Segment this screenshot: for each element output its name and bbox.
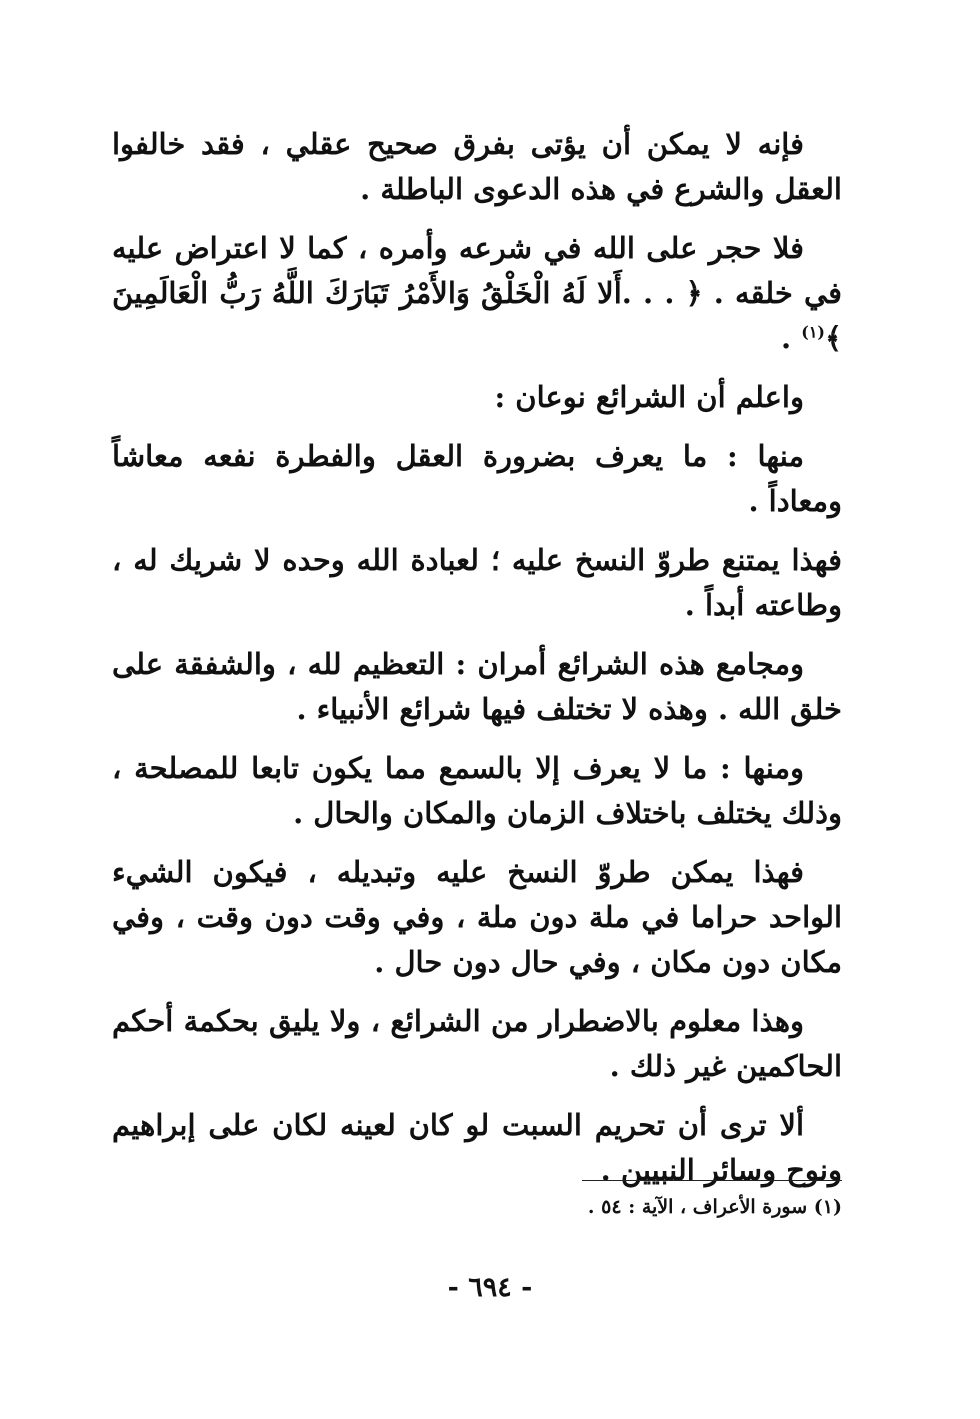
page-number: - ٦٩٤ -	[447, 1272, 533, 1303]
quote-end: .	[781, 321, 802, 355]
paragraph-7: ومنها : ما لا يعرف إلا بالسمع مما يكون تابعا للمصلحة ، وذلك يختلف باختلاف الزمان والمكان والحال .	[112, 751, 842, 830]
paragraph-10: ألا ترى أن تحريم السبت لو كان لعينه لكان على إبراهيم ونوح وسائر النبيين .	[112, 1108, 842, 1187]
paragraph-2	[112, 226, 842, 361]
footnote: (١) سورة الأعراف ، الآية : ٥٤ .	[587, 1196, 842, 1218]
footnote-divider	[582, 1180, 842, 1181]
paragraph-8: فهذا يمكن طروّ النسخ عليه وتبديله ، فيكون الشيء الواحد حراما في ملة دون ملة ، وفي وقت دون وقت ، وفي مكان دون مكان ، وفي حال دون حال .	[112, 855, 842, 979]
body-text	[112, 122, 842, 1207]
paragraph-2-text: فلا حجر على الله في شرعه وأمره ، كما لا اعتراض عليه في خلقه .	[112, 231, 842, 310]
paragraph-1: فإنه لا يمكن أن يؤتى بفرق صحيح عقلي ، فقد خالفوا العقل والشرع في هذه الدعوى الباطلة .	[112, 127, 842, 206]
paragraph-6: ومجامع هذه الشرائع أمران : التعظيم لله ، والشفقة على خلق الله . وهذه لا تختلف فيها شرائع الأنبياء .	[112, 647, 842, 726]
paragraph-9: وهذا معلوم بالاضطرار من الشرائع ، ولا يليق بحكمة أحكم الحاكمين غير ذلك .	[112, 1004, 842, 1083]
quran-quote: ﴿ . . .أَلا لَهُ الْخَلْقُ وَالأَمْرُ تَبَارَكَ اللَّهُ رَبُّ الْعَالَمِينَ ﴾	[112, 276, 842, 355]
paragraph-5: فهذا يمتنع طروّ النسخ عليه ؛ لعبادة الله وحده لا شريك له ، وطاعته أبداً .	[112, 543, 842, 622]
paragraph-3: واعلم أن الشرائع نوعان :	[494, 380, 804, 414]
footnote-marker: (١)	[801, 322, 825, 342]
paragraph-4: منها : ما يعرف بضرورة العقل والفطرة نفعه معاشاً ومعاداً .	[112, 439, 842, 518]
